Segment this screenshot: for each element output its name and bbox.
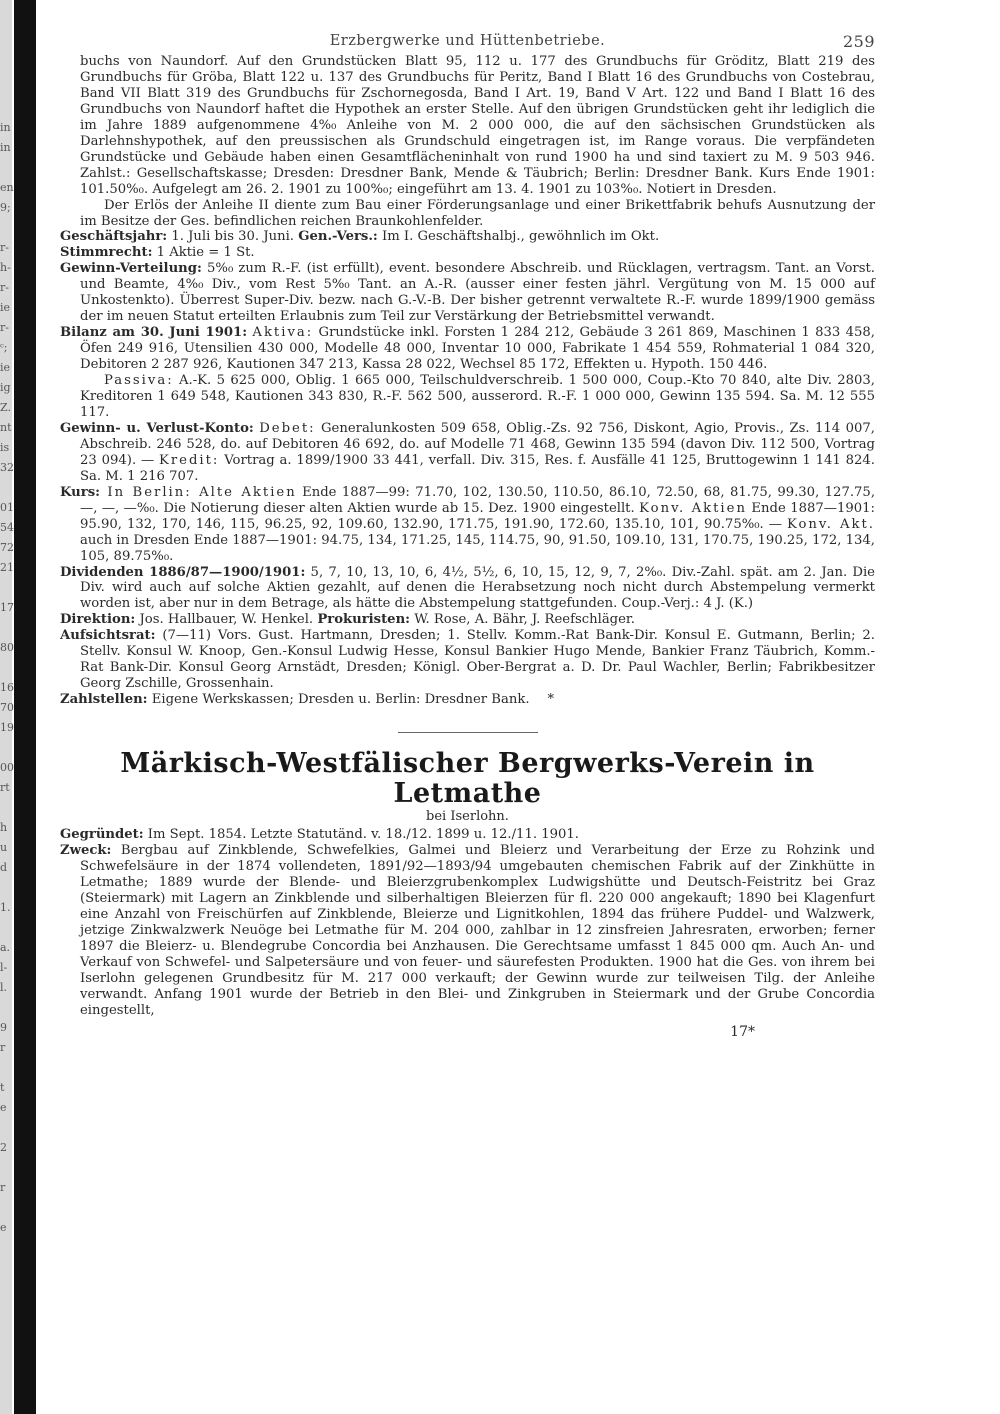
footnote-star: *: [547, 692, 555, 708]
margin-fragment: [0, 798, 14, 818]
gegruendet-label: Gegründet:: [60, 827, 144, 843]
kredit-text: Vortrag a. 1899/1900 33 441, verfall. Div. 315, Res. f. Ausfälle 41 125, Bruttogewinn 1 141 824. Sa. M. 1 216 707.: [80, 452, 875, 484]
guv-entry: [60, 421, 875, 485]
margin-fragment: [0, 1058, 14, 1078]
direktion-entry: [60, 612, 875, 628]
margin-fragment: 17: [0, 601, 14, 614]
margin-fragment: h: [0, 821, 8, 834]
company-title: Märkisch-Westfälischer Bergwerks-Verein in Letmathe: [120, 748, 815, 810]
margin-fragment: [0, 1158, 14, 1178]
margin-fragment: e: [0, 1221, 7, 1234]
margin-fragment: in: [0, 121, 11, 134]
margin-fragment: r: [0, 1181, 6, 1194]
direktion-label: Direktion:: [60, 612, 136, 628]
gegruendet-text: Im Sept. 1854. Letzte Statutänd. v. 18./12. 1899 u. 12./11. 1901.: [143, 827, 579, 843]
margin-fragment: [0, 578, 14, 598]
prokuristen-text: W. Rose, A. Bähr, J. Reefschläger.: [410, 612, 635, 628]
company-subtitle: bei Iserlohn.: [426, 809, 509, 825]
stimmrecht-entry: [60, 245, 875, 261]
margin-fragment: u: [0, 841, 8, 854]
running-header-title: Erzbergwerke und Hüttenbetriebe.: [329, 33, 606, 49]
aufsichtsrat-text: (7—11) Vors. Gust. Hartmann, Dresden; 1. Stellv. Komm.-Rat Bank-Dir. Konsul E. Gutmann, Berlin; 2. Stellv. Konsul W. Knoop, Gen.-Konsul Ludwig Hesse, Konsul Bankier Hugo Mende, Bankier Franz Täubrich, Komm.-Rat Bank-Dir. Konsul Georg Arnstädt, Dresden; Königl. Ober-Bergrat a. D. Dr. Paul Wachler, Berlin; Fabrikbesitzer Georg Zschille, Grossenhain.: [80, 628, 875, 692]
page-number: 259: [842, 32, 875, 51]
bilanz-label: Bilanz am 30. Juni 1901:: [60, 325, 248, 341]
margin-fragment: 16: [0, 681, 14, 694]
running-header: [60, 28, 875, 54]
gen-vers-text: Im I. Geschäftshalbj., gewöhnlich im Okt.: [377, 229, 660, 245]
zweck-label: Zweck:: [60, 843, 112, 859]
margin-fragment: ie: [0, 301, 11, 314]
page-body: [60, 28, 875, 1040]
aufsichtsrat-label: Aufsichtsrat:: [60, 628, 156, 644]
kurs-label: Kurs:: [60, 484, 101, 500]
passiva-label: Passiva:: [104, 373, 174, 389]
margin-fragment: ie: [0, 361, 11, 374]
margin-fragment: a.: [0, 941, 11, 954]
stimmrecht-label: Stimmrecht:: [60, 245, 153, 261]
margin-fragment: 00: [0, 761, 14, 774]
debet-label: Debet:: [259, 420, 316, 436]
kurs-konv-akt: Konv. Akt.: [786, 516, 875, 532]
margin-fragment: 80: [0, 641, 14, 654]
margin-fragment: [0, 918, 14, 938]
geschaeftsjahr-label: Geschäftsjahr:: [60, 229, 168, 245]
margin-fragment: 01: [0, 501, 14, 514]
binding-black-bar: [14, 0, 36, 1414]
sheet-signature: 17*: [730, 1023, 755, 1040]
kurs-text-b: Ende 1887—99: 71.70, 102, 130.50, 110.50, 86.10, 72.50, 68, 81.75, 99.30, 127.75, —, —, —%₀. Die Notierung dieser alten Aktien wurde ab 15. Dez. 1900 eingestellt.: [80, 484, 876, 516]
margin-fragment: in: [0, 141, 11, 154]
margin-fragment: h-: [0, 261, 11, 274]
kredit-label: Kredit:: [159, 452, 220, 468]
kurs-text-d: auch in Dresden Ende 1887—1901: 94.75, 134, 171.25, 145, 114.75, 90, 91.50, 109.10, 131, 170.75, 190.25, 172, 134, 105, 89.75%₀.: [80, 532, 875, 564]
margin-fragment: 72: [0, 541, 14, 554]
dividenden-entry: [60, 565, 875, 613]
margin-fragment: 1.: [0, 901, 11, 914]
section-divider: [398, 732, 538, 733]
margin-fragment: rt: [0, 781, 10, 794]
bilanz-aktiva-entry: [60, 325, 875, 373]
margin-fragment: l.: [0, 981, 8, 994]
margin-fragment: 9;: [0, 201, 11, 214]
margin-fragment: ᶜ;: [0, 341, 8, 354]
margin-fragment: [0, 658, 14, 678]
margin-fragment: 2: [0, 1141, 7, 1154]
gewinn-verteilung-label: Gewinn-Verteilung:: [60, 261, 202, 277]
margin-fragment: en: [0, 181, 14, 194]
erloes-paragraph: Der Erlös der Anleihe II diente zum Bau einer Förderungsanlage und einer Brikettfabrik behufs Ausnutzung der im Besitze der Ges. befindlichen reichen Braunkohlenfelder.: [80, 197, 875, 229]
margin-fragment: [0, 1198, 14, 1218]
guv-label: Gewinn- u. Verlust-Konto:: [60, 420, 254, 436]
zweck-text: Bergbau auf Zinkblende, Schwefelkies, Galmei und Bleierz und Verarbeitung der Erze zu Rohzink und Schwefelsäure in der 1874 vollendeten, 1891/92—1893/94 umgebauten chemischen Fabrik auf der Zinkhütte in Letmathe; 1889 wurde der Blende- und Bleierzgrubenkomplex Ludwigshütte und Deutsch-Feistritz bei Graz (Steiermark) mit Lagern an Zinkblende und silberhaltigen Bleierzen für fl. 220 000 angekauft; 1890 bei Klagenfurt eine Anzahl von Freischürfen auf Zinkblende, Bleierze und Lignitkohlen, 1894 das frühere Puddel- und Walzwerk, jetzige Zinkwalzwerk Neuöge bei Letmathe für M. 204 000, zahlbar in 12 zinsfreien Jahresraten, erworben; ferner 1897 die Bleierz- u. Blendegrube Concordia bei Anzhausen. Die Gerechtsame umfasst 1 845 000 qm. Auch An- und Verkauf von Schwefel- und Salpetersäure und von feuer- und säurefesten Produkten. 1900 hat die Ges. von ihrem bei Iserlohn gelegenen Grundbesitz für M. 217 000 verkauft; der Gewinn wurde zur teilweisen Tilg. der Anleihe verwandt. Anfang 1901 wurde der Betrieb in den Blei- und Zinkgruben in Steiermark und der Grube Concordia eingestellt,: [80, 843, 875, 1018]
gewinn-verteilung-text: 5%₀ zum R.-F. (ist erfüllt), event. besondere Abschreib. und Rücklagen, vertragsm. Tant. an Vorst. und Beamte, 4%₀ Div., vom Rest 5%₀ Tant. an A.-R. (ausser einer festen jährl. Vergütung von M. 15 000 auf Unkostenkto). Überrest Super-Div. bezw. nach G.-V.-B. Der bisher getrennt verwaltete R.-F. wurde 1899/1900 gemäss der im neuen Statut erteilten Erlaubnis zum Teil zur Verstärkung der Betriebsmittel verwandt.: [80, 261, 875, 325]
margin-fragment: [0, 478, 14, 498]
margin-fragment: Z.: [0, 401, 11, 414]
margin-fragment: ig: [0, 381, 11, 394]
prokuristen-label: Prokuristen:: [317, 612, 411, 628]
aufsichtsrat-entry: [60, 628, 875, 692]
zweck-entry: [60, 843, 875, 1018]
margin-fragment: [0, 158, 14, 178]
margin-fragment: 70: [0, 701, 14, 714]
margin-fragment: [0, 218, 14, 238]
margin-fragment: [0, 618, 14, 638]
kurs-entry: [60, 485, 875, 565]
margin-fragment: [0, 878, 14, 898]
kurs-text-c: Ende 1887—1901: 95.90, 132, 170, 146, 115, 96.25, 92, 109.60, 132.90, 171.75, 191.90, 172.60, 135.10, 101, 90.75%₀. —: [80, 500, 875, 532]
mortgage-continuation: buchs von Naundorf. Auf den Grundstücken Blatt 95, 112 u. 177 des Grundbuchs für Gröditz, Blatt 219 des Grundbuchs für Gröba, Blatt 122 u. 137 des Grundbuchs für Peritz, Band I Blatt 16 des Grundbuchs von Costebrau, Band VII Blatt 319 des Grundbuchs für Zschornegosda, Band I Art. 19, Band V Art. 122 und Band I Blatt 16 des Grundbuchs von Naundorf haftet die Hypothek an erster Stelle. Auf den übrigen Grundstücken geht ihr lediglich die im Jahre 1889 aufgenommene 4%₀ Anleihe von M. 2 000 000, die auf den sächsischen Grundstücken als Darlehnshypothek, auf den preussischen als Grundschuld eingetragen ist, im Range voraus. Die verpfändeten Grundstücke und Gebäude haben einen Gesamtflächeninhalt von rund 1900 ha und sind taxiert zu M. 9 503 946. Zahlst.: Gesellschaftskasse; Dresden: Dresdner Bank, Mende & Täubrich; Berlin: Dresdner Bank. Kurs Ende 1901: 101.50%₀. Aufgelegt am 26. 2. 1901 zu 100%₀; eingeführt am 13. 4. 1901 zu 103%₀. Notiert in Dresden.: [80, 54, 875, 197]
dividenden-label: Dividenden 1886/87—1900/1901:: [60, 564, 306, 580]
margin-fragment: r-: [0, 241, 9, 254]
left-margin-fragments: [0, 118, 14, 1238]
margin-fragment: 9: [0, 1021, 7, 1034]
margin-fragment: e: [0, 1101, 7, 1114]
aktiva-label: Aktiva:: [252, 325, 314, 341]
gewinn-verteilung-entry: [60, 261, 875, 325]
debet-text: Generalunkosten 509 658, Oblig.-Zs. 92 756, Diskont, Agio, Provis., Zs. 114 007, Abschreib. 246 528, do. auf Debitoren 46 692, do. auf Modelle 71 468, Gewinn 135 594 (davon Div. 112 500, Vortrag 23 094). —: [80, 420, 875, 468]
zahlstellen-label: Zahlstellen:: [60, 692, 148, 708]
geschaeftsjahr-entry: [60, 229, 875, 245]
margin-fragment: 54: [0, 521, 14, 534]
margin-fragment: [0, 738, 14, 758]
kurs-konv-aktien: Konv. Aktien: [639, 500, 747, 516]
margin-fragment: r-: [0, 281, 9, 294]
kurs-alte-aktien: Alte Aktien: [199, 484, 297, 500]
stimmrecht-text: 1 Aktie = 1 St.: [152, 245, 255, 261]
margin-fragment: is: [0, 441, 10, 454]
aktiva-text: Grundstücke inkl. Forsten 1 284 212, Gebäude 3 261 869, Maschinen 1 833 458, Öfen 249 916, Utensilien 430 000, Modelle 48 000, Inventar 10 000, Fabrikate 1 454 559, Rohmaterial 1 084 320, Debitoren 2 287 926, Kautionen 347 213, Kassa 28 022, Wechsel 85 172, Effekten u. Hypoth. 150 446.: [80, 325, 875, 373]
passiva-text: A.-K. 5 625 000, Oblig. 1 665 000, Teilschuldverschreib. 1 500 000, Coup.-Kto 70 840, alte Div. 2803, Kreditoren 1 649 548, Kautionen 343 830, R.-F. 562 500, ausserord. R.-F. 1 000 000, Gewinn 135 594. Sa. M. 12 555 117.: [80, 373, 875, 420]
margin-fragment: r-: [0, 321, 9, 334]
zahlstellen-text: Eigene Werkskassen; Dresden u. Berlin: Dresdner Bank.: [147, 692, 530, 708]
zahlstellen-entry: [60, 692, 875, 708]
margin-fragment: nt: [0, 421, 12, 434]
gegruendet-entry: [60, 827, 875, 843]
geschaeftsjahr-text: 1. Juli bis 30. Juni.: [167, 229, 299, 245]
margin-fragment: d: [0, 861, 8, 874]
margin-fragment: t: [0, 1081, 5, 1094]
margin-fragment: [0, 1118, 14, 1138]
margin-fragment: 32: [0, 461, 14, 474]
margin-fragment: l-: [0, 961, 8, 974]
dividenden-text: 5, 7, 10, 13, 10, 6, 4½, 5½, 6, 10, 15, 12, 9, 7, 2%₀. Div.-Zahl. spät. am 2. Jan. Die Div. wird auch auf solche Aktien gezahlt, auf denen die Herabsetzung noch nicht durch Abstempelung vermerkt worden ist, aber nur in dem Betrage, als hätte die Abstempelung stattgefunden. Coup.-Verj.: 4 J. (K.): [80, 564, 875, 612]
margin-fragment: [0, 998, 14, 1018]
margin-fragment: 19: [0, 721, 14, 734]
margin-fragment: 21: [0, 561, 14, 574]
gen-vers-label: Gen.-Vers.:: [298, 229, 378, 245]
bilanz-passiva-entry: [60, 373, 875, 421]
kurs-text-a: In Berlin:: [100, 484, 200, 500]
direktion-text: Jos. Hallbauer, W. Henkel.: [135, 612, 318, 628]
margin-fragment: r: [0, 1041, 6, 1054]
